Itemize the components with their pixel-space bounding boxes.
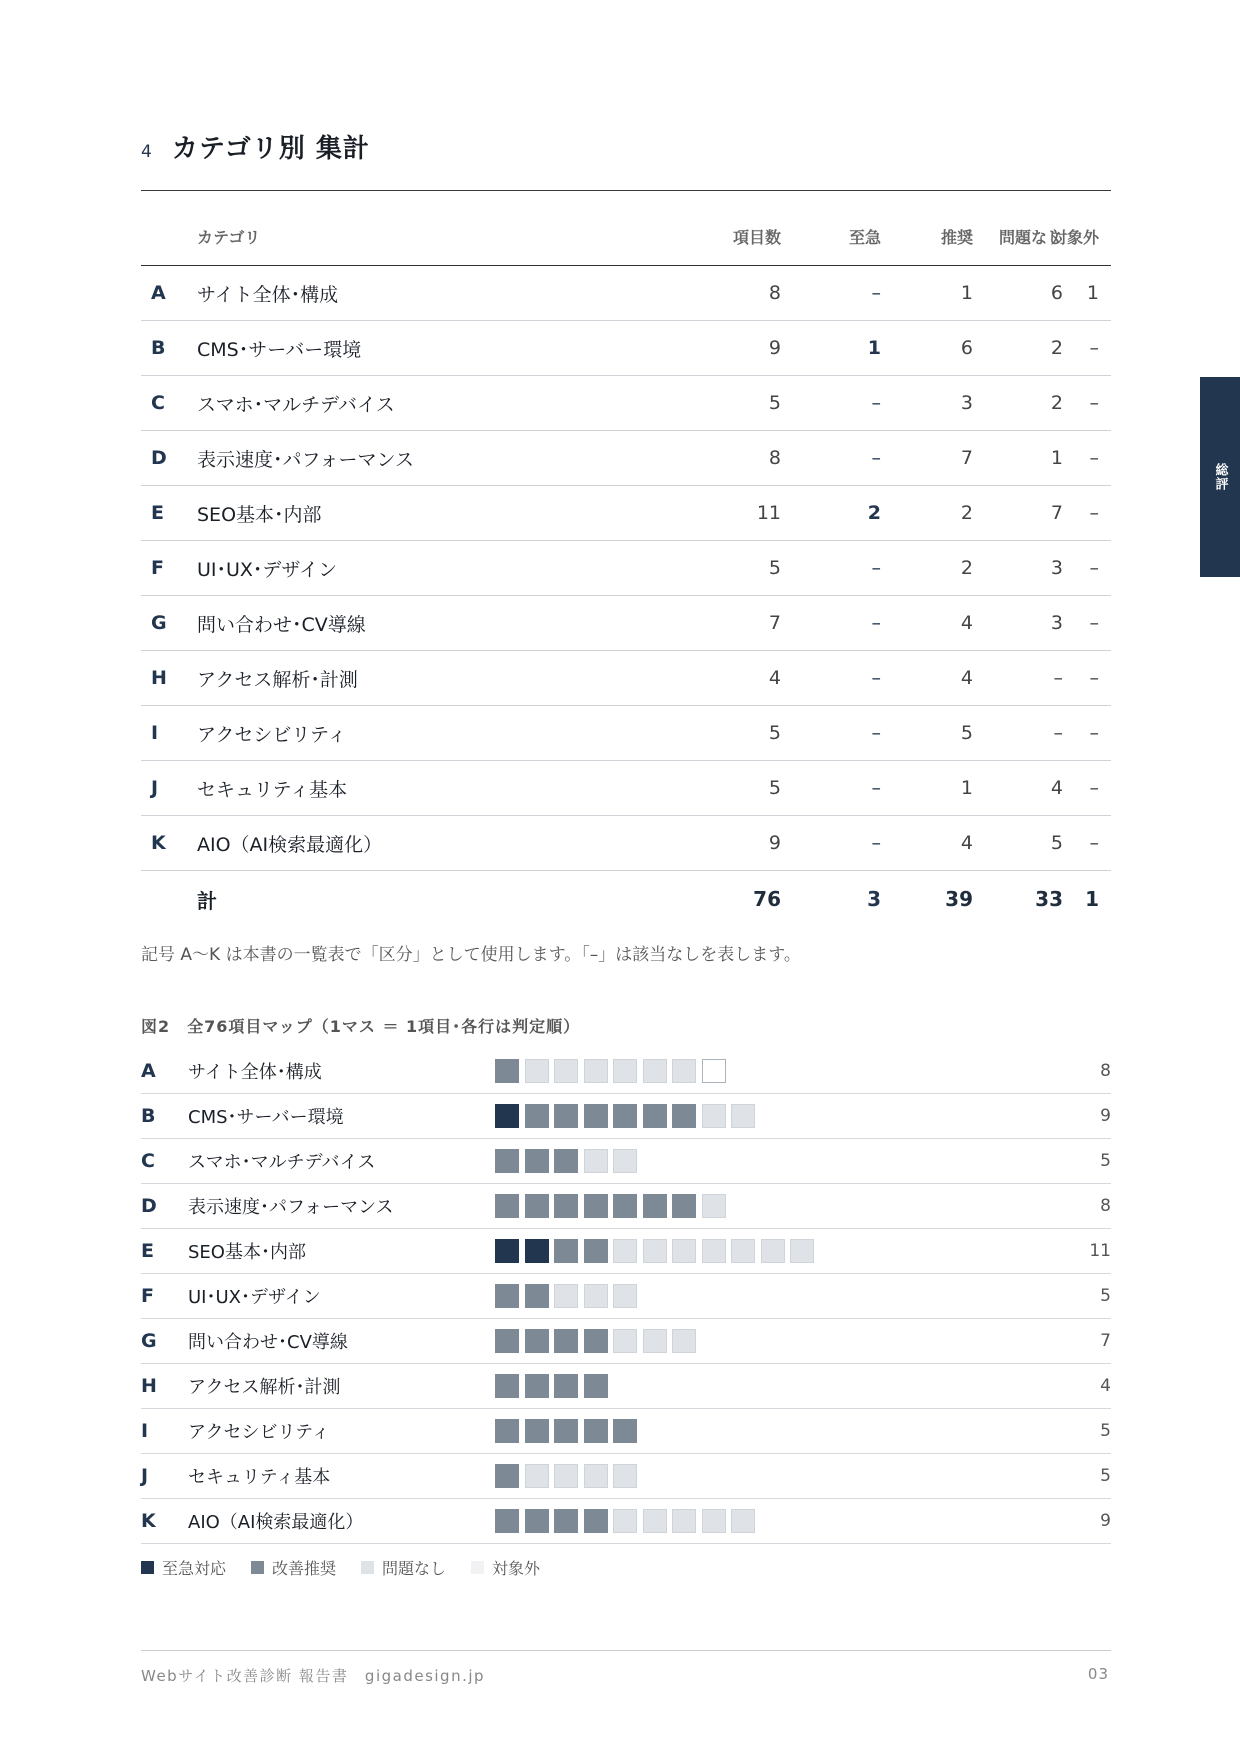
row-no-issue: 1 xyxy=(1050,447,1063,469)
recommended-square xyxy=(584,1104,608,1128)
row-category-name: スマホ･マルチデバイス xyxy=(197,393,395,416)
recommended-square xyxy=(613,1194,637,1218)
row-not-applicable: – xyxy=(1089,392,1099,414)
row-items: 8 xyxy=(768,447,781,469)
row-not-applicable: – xyxy=(1089,722,1099,744)
map-row xyxy=(141,1364,1111,1409)
row-category-name: SEO基本･内部 xyxy=(197,503,322,526)
row-urgent: – xyxy=(871,392,881,414)
legend-label: 改善推奨 xyxy=(272,1559,337,1578)
total-no-issue: 33 xyxy=(1035,887,1063,911)
recommended-square xyxy=(554,1329,578,1353)
map-row-key: I xyxy=(141,1420,149,1442)
recommended-square xyxy=(554,1509,578,1533)
row-items: 4 xyxy=(768,667,781,689)
total-urgent: 3 xyxy=(867,887,881,911)
row-items: 5 xyxy=(768,392,781,414)
recommended-square xyxy=(495,1464,519,1488)
row-urgent: – xyxy=(871,722,881,744)
footer-divider xyxy=(141,1650,1111,1651)
recommended-square xyxy=(525,1419,549,1443)
map-row-count: 5 xyxy=(1100,1286,1111,1306)
total-not-applicable: 1 xyxy=(1085,887,1099,911)
row-no-issue: 5 xyxy=(1050,832,1063,854)
map-row-key: C xyxy=(141,1150,155,1172)
no-issue-square xyxy=(554,1284,578,1308)
recommended-square xyxy=(554,1239,578,1263)
row-items: 5 xyxy=(768,777,781,799)
table-total-row xyxy=(141,871,1111,927)
row-no-issue: 6 xyxy=(1050,282,1063,304)
map-row-key: A xyxy=(141,1060,156,1082)
row-urgent: – xyxy=(871,447,881,469)
page-number: 03 xyxy=(1087,1665,1109,1683)
legend-item xyxy=(361,1556,446,1579)
map-row xyxy=(141,1454,1111,1499)
row-no-issue: – xyxy=(1053,722,1063,744)
row-items: 9 xyxy=(768,337,781,359)
row-not-applicable: – xyxy=(1089,557,1099,579)
recommended-square xyxy=(495,1419,519,1443)
legend-label: 至急対応 xyxy=(162,1559,227,1578)
no-issue-square xyxy=(554,1464,578,1488)
recommended-square xyxy=(554,1374,578,1398)
map-row-name: CMS･サーバー環境 xyxy=(188,1107,344,1128)
recommended-square xyxy=(495,1059,519,1083)
map-row-squares xyxy=(495,1509,761,1533)
row-category-name: UI･UX･デザイン xyxy=(197,558,338,581)
map-row-squares xyxy=(495,1239,820,1263)
map-row-squares xyxy=(495,1284,643,1308)
no-issue-square xyxy=(584,1149,608,1173)
no-issue-square xyxy=(613,1149,637,1173)
row-recommended: 1 xyxy=(960,282,973,304)
recommended-square xyxy=(672,1194,696,1218)
map-row-count: 5 xyxy=(1100,1151,1111,1171)
recommended-square xyxy=(613,1419,637,1443)
legend-swatch xyxy=(251,1561,264,1574)
recommended-square xyxy=(584,1239,608,1263)
side-tab-label: 総評 xyxy=(1212,463,1228,491)
header-recommended: 推奨 xyxy=(940,228,973,247)
no-issue-square xyxy=(731,1509,755,1533)
row-recommended: 4 xyxy=(960,612,973,634)
map-legend xyxy=(141,1556,565,1579)
row-category-name: CMS･サーバー環境 xyxy=(197,338,362,361)
recommended-square xyxy=(525,1284,549,1308)
row-category-name: AIO（AI検索最適化） xyxy=(197,833,383,856)
table-row xyxy=(141,761,1111,816)
row-key: I xyxy=(151,722,159,744)
no-issue-square xyxy=(672,1239,696,1263)
no-issue-square xyxy=(613,1464,637,1488)
map-row-squares xyxy=(495,1149,643,1173)
no-issue-square xyxy=(672,1509,696,1533)
map-row-count: 8 xyxy=(1100,1061,1111,1081)
map-row-squares xyxy=(495,1194,731,1218)
map-row xyxy=(141,1139,1111,1184)
total-label: 計 xyxy=(197,888,217,913)
side-tab[interactable] xyxy=(1200,377,1240,577)
urgent-square xyxy=(525,1239,549,1263)
row-not-applicable: – xyxy=(1089,447,1099,469)
row-no-issue: 3 xyxy=(1050,557,1063,579)
recommended-square xyxy=(495,1374,519,1398)
no-issue-square xyxy=(613,1284,637,1308)
recommended-square xyxy=(525,1329,549,1353)
header-category: カテゴリ xyxy=(197,228,261,247)
row-urgent: – xyxy=(871,777,881,799)
row-no-issue: 4 xyxy=(1050,777,1063,799)
no-issue-square xyxy=(672,1329,696,1353)
no-issue-square xyxy=(731,1104,755,1128)
map-row-key: H xyxy=(141,1375,157,1397)
row-recommended: 4 xyxy=(960,667,973,689)
no-issue-square xyxy=(761,1239,785,1263)
no-issue-square xyxy=(702,1104,726,1128)
recommended-square xyxy=(554,1419,578,1443)
row-recommended: 4 xyxy=(960,832,973,854)
row-no-issue: 2 xyxy=(1050,392,1063,414)
row-items: 7 xyxy=(768,612,781,634)
map-row-name: スマホ･マルチデバイス xyxy=(188,1152,376,1173)
row-recommended: 2 xyxy=(960,557,973,579)
table-row xyxy=(141,706,1111,761)
map-row-name: SEO基本･内部 xyxy=(188,1242,306,1263)
row-key: G xyxy=(151,612,167,634)
map-row-name: セキュリティ基本 xyxy=(188,1467,331,1488)
map-row-key: D xyxy=(141,1195,157,1217)
map-row-squares xyxy=(495,1419,643,1443)
table-note: 記号 A〜K は本書の一覧表で「区分」として使用します。「–」は該当なしを表します。 xyxy=(141,945,801,965)
no-issue-square xyxy=(554,1059,578,1083)
row-category-name: 表示速度･パフォーマンス xyxy=(197,448,414,471)
table-row xyxy=(141,596,1111,651)
no-issue-square xyxy=(613,1239,637,1263)
map-row-count: 5 xyxy=(1100,1421,1111,1441)
legend-item xyxy=(471,1556,540,1579)
section-heading xyxy=(141,128,1111,165)
no-issue-square xyxy=(613,1329,637,1353)
row-key: F xyxy=(151,557,164,579)
map-row-squares xyxy=(495,1329,702,1353)
map-row xyxy=(141,1409,1111,1454)
table-row xyxy=(141,266,1111,321)
row-not-applicable: – xyxy=(1089,612,1099,634)
map-row-count: 4 xyxy=(1100,1376,1111,1396)
table-row xyxy=(141,431,1111,486)
map-row xyxy=(141,1049,1111,1094)
table-row xyxy=(141,541,1111,596)
recommended-square xyxy=(495,1329,519,1353)
map-row-count: 11 xyxy=(1089,1241,1111,1261)
map-row-name: AIO（AI検索最適化） xyxy=(188,1512,364,1533)
legend-label: 対象外 xyxy=(492,1559,541,1578)
urgent-square xyxy=(495,1104,519,1128)
legend-label: 問題なし xyxy=(382,1559,447,1578)
recommended-square xyxy=(584,1419,608,1443)
row-recommended: 5 xyxy=(960,722,973,744)
no-issue-square xyxy=(643,1059,667,1083)
item-map xyxy=(141,1049,1111,1544)
row-urgent: – xyxy=(871,667,881,689)
no-issue-square xyxy=(525,1464,549,1488)
category-summary-table xyxy=(141,208,1111,927)
footer-text: Webサイト改善診断 報告書 gigadesign.jp xyxy=(141,1667,486,1685)
header-items: 項目数 xyxy=(732,228,781,247)
row-recommended: 3 xyxy=(960,392,973,414)
recommended-square xyxy=(495,1284,519,1308)
map-row-name: 表示速度･パフォーマンス xyxy=(188,1197,394,1218)
row-key: B xyxy=(151,337,166,359)
no-issue-square xyxy=(702,1239,726,1263)
map-row-name: アクセス解析･計測 xyxy=(188,1377,341,1398)
heading-divider xyxy=(141,190,1111,191)
row-no-issue: 3 xyxy=(1050,612,1063,634)
map-row xyxy=(141,1184,1111,1229)
map-row-name: 問い合わせ･CV導線 xyxy=(188,1332,348,1353)
no-issue-square xyxy=(643,1239,667,1263)
no-issue-square xyxy=(643,1509,667,1533)
row-items: 5 xyxy=(768,557,781,579)
row-category-name: アクセシビリティ xyxy=(197,723,347,746)
row-no-issue: 7 xyxy=(1050,502,1063,524)
map-row-key: G xyxy=(141,1330,157,1352)
row-urgent: – xyxy=(871,557,881,579)
header-no-issue: 問題なし xyxy=(998,228,1063,247)
row-category-name: アクセス解析･計測 xyxy=(197,668,358,691)
recommended-square xyxy=(554,1149,578,1173)
legend-swatch xyxy=(141,1561,154,1574)
no-issue-square xyxy=(584,1059,608,1083)
map-row-count: 9 xyxy=(1100,1511,1111,1531)
table-body xyxy=(141,266,1111,871)
no-issue-square xyxy=(731,1239,755,1263)
row-recommended: 2 xyxy=(960,502,973,524)
row-category-name: セキュリティ基本 xyxy=(197,778,348,801)
row-no-issue: 2 xyxy=(1050,337,1063,359)
urgent-square xyxy=(495,1239,519,1263)
recommended-square xyxy=(525,1194,549,1218)
row-not-applicable: – xyxy=(1089,832,1099,854)
header-not-applicable: 対象外 xyxy=(1050,228,1099,247)
total-recommended: 39 xyxy=(945,887,973,911)
recommended-square xyxy=(584,1329,608,1353)
row-urgent: 2 xyxy=(867,502,881,524)
row-key: E xyxy=(151,502,164,524)
map-row-squares xyxy=(495,1104,761,1128)
no-issue-square xyxy=(613,1509,637,1533)
recommended-square xyxy=(554,1194,578,1218)
row-urgent: 1 xyxy=(867,337,881,359)
row-urgent: – xyxy=(871,612,881,634)
map-row-count: 8 xyxy=(1100,1196,1111,1216)
map-row-squares xyxy=(495,1374,613,1398)
total-items: 76 xyxy=(753,887,781,911)
map-row-count: 9 xyxy=(1100,1106,1111,1126)
map-row xyxy=(141,1274,1111,1319)
not-applicable-square xyxy=(702,1059,726,1083)
section-number: 4 xyxy=(141,142,152,162)
recommended-square xyxy=(584,1194,608,1218)
table-row xyxy=(141,321,1111,376)
recommended-square xyxy=(613,1104,637,1128)
table-row xyxy=(141,486,1111,541)
row-key: J xyxy=(151,777,159,799)
recommended-square xyxy=(525,1509,549,1533)
table-row xyxy=(141,376,1111,431)
recommended-square xyxy=(643,1104,667,1128)
recommended-square xyxy=(584,1374,608,1398)
row-items: 11 xyxy=(756,502,781,524)
row-not-applicable: – xyxy=(1089,502,1099,524)
row-recommended: 6 xyxy=(960,337,973,359)
row-not-applicable: 1 xyxy=(1086,282,1099,304)
recommended-square xyxy=(495,1509,519,1533)
recommended-square xyxy=(554,1104,578,1128)
recommended-square xyxy=(643,1194,667,1218)
table-row xyxy=(141,816,1111,871)
recommended-square xyxy=(495,1194,519,1218)
row-no-issue: – xyxy=(1053,667,1063,689)
no-issue-square xyxy=(525,1059,549,1083)
map-row-name: UI･UX･デザイン xyxy=(188,1287,321,1308)
map-row-count: 5 xyxy=(1100,1466,1111,1486)
map-row-squares xyxy=(495,1464,643,1488)
row-not-applicable: – xyxy=(1089,777,1099,799)
row-not-applicable: – xyxy=(1089,667,1099,689)
map-row-key: F xyxy=(141,1285,154,1307)
row-category-name: 問い合わせ･CV導線 xyxy=(197,613,366,636)
figure-caption: 図2 全76項目マップ（1マス ＝ 1項目･各行は判定順） xyxy=(141,1017,581,1036)
row-urgent: – xyxy=(871,832,881,854)
map-row-key: K xyxy=(141,1510,156,1532)
legend-swatch xyxy=(361,1561,374,1574)
recommended-square xyxy=(584,1509,608,1533)
row-recommended: 1 xyxy=(960,777,973,799)
map-row-name: アクセシビリティ xyxy=(188,1422,330,1443)
map-row-key: E xyxy=(141,1240,154,1262)
map-row-key: B xyxy=(141,1105,156,1127)
legend-item xyxy=(141,1556,226,1579)
row-key: A xyxy=(151,282,166,304)
header-urgent: 至急 xyxy=(848,228,881,247)
map-row-count: 7 xyxy=(1100,1331,1111,1351)
legend-item xyxy=(251,1556,336,1579)
map-row-squares xyxy=(495,1059,731,1083)
no-issue-square xyxy=(702,1194,726,1218)
no-issue-square xyxy=(790,1239,814,1263)
map-row xyxy=(141,1229,1111,1274)
row-category-name: サイト全体･構成 xyxy=(197,283,339,306)
table-header-row xyxy=(141,208,1111,266)
no-issue-square xyxy=(672,1059,696,1083)
recommended-square xyxy=(525,1104,549,1128)
row-items: 9 xyxy=(768,832,781,854)
row-key: K xyxy=(151,832,166,854)
recommended-square xyxy=(672,1104,696,1128)
map-row-key: J xyxy=(141,1465,149,1487)
row-urgent: – xyxy=(871,282,881,304)
recommended-square xyxy=(525,1149,549,1173)
section-title: カテゴリ別 集計 xyxy=(171,134,370,164)
table-row xyxy=(141,651,1111,706)
row-recommended: 7 xyxy=(960,447,973,469)
recommended-square xyxy=(525,1374,549,1398)
no-issue-square xyxy=(643,1329,667,1353)
row-items: 5 xyxy=(768,722,781,744)
row-key: H xyxy=(151,667,167,689)
map-row xyxy=(141,1319,1111,1364)
no-issue-square xyxy=(584,1464,608,1488)
row-key: C xyxy=(151,392,165,414)
no-issue-square xyxy=(702,1509,726,1533)
row-items: 8 xyxy=(768,282,781,304)
legend-swatch xyxy=(471,1561,484,1574)
map-row xyxy=(141,1499,1111,1544)
row-key: D xyxy=(151,447,167,469)
map-row xyxy=(141,1094,1111,1139)
recommended-square xyxy=(495,1149,519,1173)
no-issue-square xyxy=(584,1284,608,1308)
map-row-name: サイト全体･構成 xyxy=(188,1062,322,1083)
row-not-applicable: – xyxy=(1089,337,1099,359)
no-issue-square xyxy=(613,1059,637,1083)
